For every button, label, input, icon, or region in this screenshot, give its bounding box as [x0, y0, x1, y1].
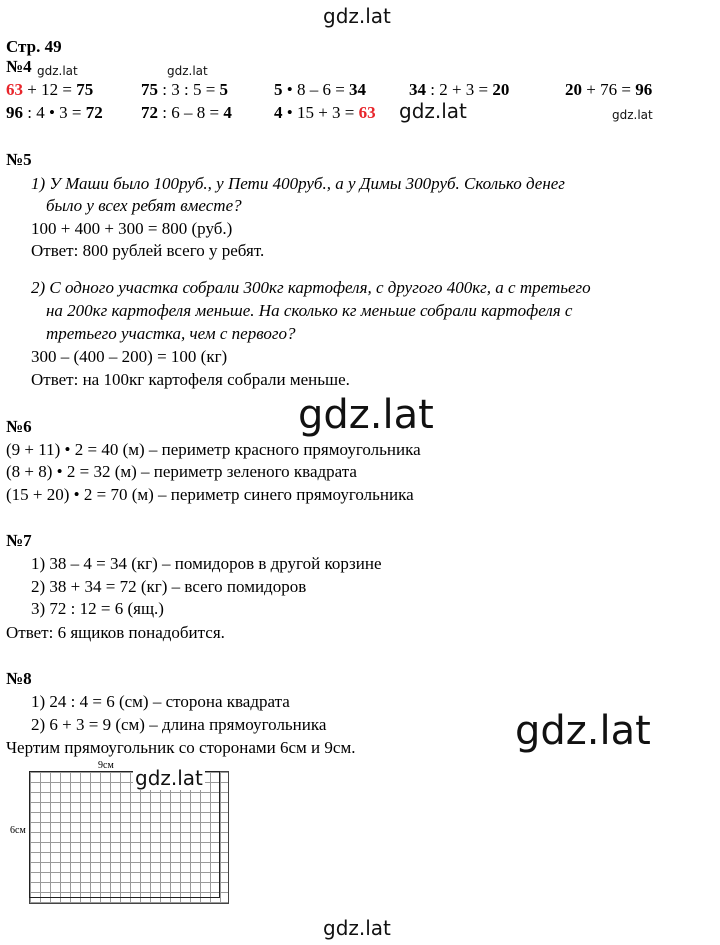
watermark: gdz.lat: [37, 64, 78, 78]
watermark: gdz.lat: [515, 708, 651, 754]
solution-line: (9 + 11) • 2 = 40 (м) – периметр красного прямоугольника: [6, 440, 421, 459]
watermark: gdz.lat: [323, 4, 391, 28]
solution-line: 300 – (400 – 200) = 100 (кг): [31, 347, 228, 366]
task5-label: №5: [6, 150, 32, 169]
problem-text: третьего участка, чем с первого?: [46, 324, 296, 343]
page-title: Стр. 49: [6, 37, 62, 56]
solution-line: 2) 38 + 34 = 72 (кг) – всего помидоров: [31, 577, 307, 596]
solution-line: 2) 6 + 3 = 9 (см) – длина прямоугольника: [31, 715, 327, 734]
watermark: gdz.lat: [323, 916, 391, 940]
expression: 72 : 6 – 8 = 4: [141, 103, 232, 122]
height-label: 6см: [10, 825, 26, 836]
solution-line: 100 + 400 + 300 = 800 (руб.): [31, 219, 233, 238]
width-label: 9см: [98, 760, 114, 771]
expression: 34 : 2 + 3 = 20: [409, 80, 510, 99]
expression: 63 + 12 = 75: [6, 80, 94, 99]
problem-text: на 200кг картофеля меньше. На сколько кг меньше собрали картофеля с: [46, 301, 573, 320]
problem-text: 2) С одного участка собрали 300кг картофеля, с другого 400кг, а с третьего: [31, 278, 591, 297]
expression: 4 • 15 + 3 = 63: [274, 103, 376, 122]
watermark: gdz.lat: [167, 64, 208, 78]
solution-line: (8 + 8) • 2 = 32 (м) – периметр зеленого квадрата: [6, 462, 357, 481]
drawn-rectangle: [29, 771, 220, 898]
solution-line: 1) 38 – 4 = 34 (кг) – помидоров в другой корзине: [31, 554, 382, 573]
answer-line: Ответ: 6 ящиков понадобится.: [6, 623, 225, 642]
solution-line: (15 + 20) • 2 = 70 (м) – периметр синего прямоугольника: [6, 485, 414, 504]
expression: 5 • 8 – 6 = 34: [274, 80, 367, 99]
expression: 96 : 4 • 3 = 72: [6, 103, 103, 122]
solution-line: 1) 24 : 4 = 6 (см) – сторона квадрата: [31, 692, 290, 711]
expression: 20 + 76 = 96: [565, 80, 653, 99]
watermark: gdz.lat: [135, 766, 203, 790]
watermark: gdz.lat: [298, 392, 434, 438]
watermark: gdz.lat: [399, 99, 467, 123]
expression: 75 : 3 : 5 = 5: [141, 80, 229, 99]
problem-text: было у всех ребят вместе?: [46, 196, 242, 215]
answer-line: Ответ: на 100кг картофеля собрали меньше.: [31, 370, 350, 389]
answer-line: Ответ: 800 рублей всего у ребят.: [31, 241, 265, 260]
solution-line: 3) 72 : 12 = 6 (ящ.): [31, 599, 164, 618]
watermark: gdz.lat: [612, 108, 653, 122]
instruction-line: Чертим прямоугольник со сторонами 6см и 9см.: [6, 738, 356, 757]
task8-label: №8: [6, 669, 32, 688]
task4-label: №4: [6, 57, 32, 76]
task6-label: №6: [6, 417, 32, 436]
task7-label: №7: [6, 531, 32, 550]
problem-text: 1) У Маши было 100руб., у Пети 400руб., а у Димы 300руб. Сколько денег: [31, 174, 565, 193]
